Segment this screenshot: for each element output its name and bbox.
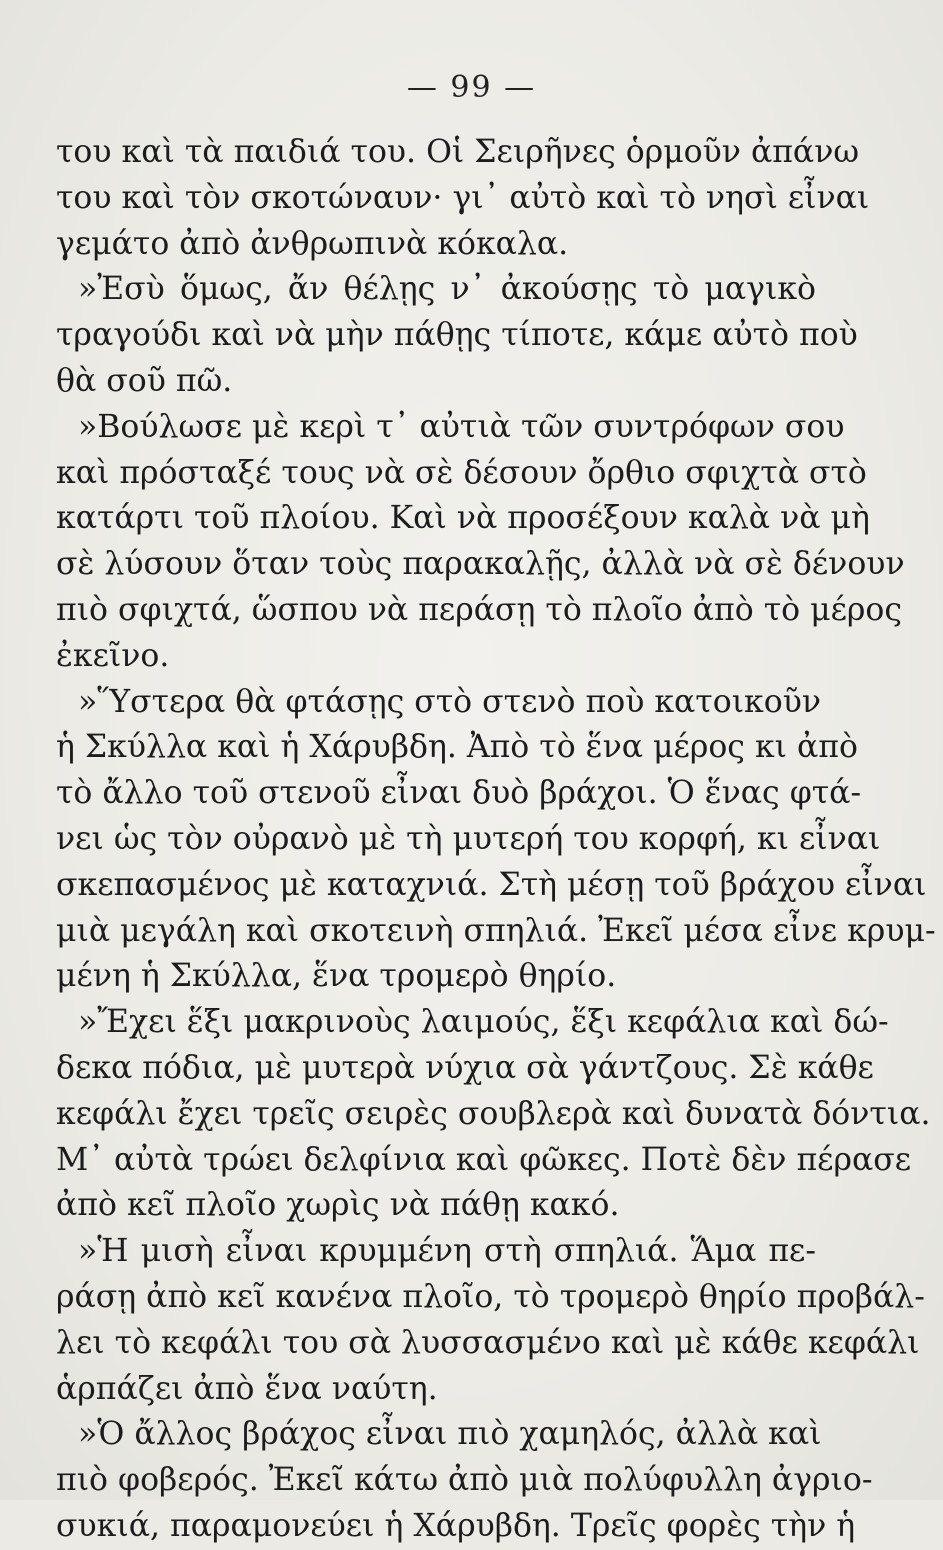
text-line: λει τὸ κεφάλι του σὰ λυσσασμένο καὶ μὲ κάθε κεφάλι bbox=[56, 1324, 920, 1361]
text-line: »Ἔχει ἕξι μακρινοὺς λαιμούς, ἕξι κεφάλια καὶ δώ- bbox=[78, 1004, 889, 1041]
text-line: πιὸ φοβερός. Ἐκεῖ κάτω ἀπὸ μιὰ πολύφυλλη ἀγριο- bbox=[56, 1462, 873, 1499]
text-line: του καὶ τὰ παιδιά του. Οἱ Σειρῆνες ὁρμοῦν ἀπάνω bbox=[56, 134, 860, 170]
text-line: »Βούλωσε μὲ κερὶ τ᾽ αὐτιὰ τῶν συντρόφων σου bbox=[78, 408, 845, 445]
text-line: σκεπασμένος μὲ καταχνιά. Στὴ μέσῃ τοῦ βράχου εἶναι bbox=[56, 866, 927, 903]
text-line: δεκα πόδια, μὲ μυτερὰ νύχια σὰ γάντζους. Σὲ κάθε bbox=[56, 1049, 874, 1086]
text-line: ἡ Σκύλλα καὶ ἡ Χάρυβδη. Ἀπὸ τὸ ἕνα μέρος κι ἀπὸ bbox=[56, 729, 858, 766]
text-line: Μ᾽ αὐτὰ τρώει δελφίνια καὶ φῶκες. Ποτὲ δὲν πέρασε bbox=[56, 1141, 912, 1178]
text-line: »Ὁ ἄλλος βράχος εἶναι πιὸ χαμηλός, ἀλλὰ καὶ bbox=[78, 1416, 822, 1453]
text-line: »Ἡ μισὴ εἶναι κρυμμένη στὴ σπηλιά. Ἅμα πε- bbox=[78, 1233, 816, 1270]
text-line: γεμάτο ἀπὸ ἀνθρωπινὰ κόκαλα. bbox=[56, 225, 569, 262]
text-line: κατάρτι τοῦ πλοίου. Καὶ νὰ προσέξουν καλὰ νὰ μὴ bbox=[56, 500, 870, 537]
text-line: συκιά, παραμονεύει ἡ Χάρυβδη. Τρεῖς φορὲς τὴν ἡ bbox=[56, 1507, 856, 1544]
page-number: — 99 — bbox=[406, 70, 537, 105]
text-line: ἁρπάζει ἀπὸ ἕνα ναύτη. bbox=[56, 1370, 438, 1407]
body-text bbox=[56, 130, 936, 1550]
text-line: πιὸ σφιχτά, ὥσπου νὰ περάσῃ τὸ πλοῖο ἀπὸ τὸ μέρος bbox=[56, 591, 903, 628]
text-line: σὲ λύσουν ὅταν τοὺς παρακαλῇς, ἀλλὰ νὰ σὲ δένουν bbox=[56, 546, 905, 583]
text-line: μένη ἡ Σκύλλα, ἕνα τρομερὸ θηρίο. bbox=[56, 958, 617, 995]
text-line: ἀπὸ κεῖ πλοῖο χωρὶς νὰ πάθῃ κακό. bbox=[56, 1187, 620, 1224]
text-line: νει ὡς τὸν οὐρανὸ μὲ τὴ μυτερή του κορφή, κι εἶναι bbox=[56, 820, 881, 857]
text-line: »Ἐσὺ ὅμως, ἄν θέλῃς ν᾽ ἀκούσῃς τὸ μαγικὸ bbox=[78, 271, 816, 308]
text-line: μιὰ μεγάλη καὶ σκοτεινὴ σπηλιά. Ἐκεῖ μέσα εἶνε κρυμ- bbox=[56, 912, 936, 949]
text-line: ράσῃ ἀπὸ κεῖ κανένα πλοῖο, τὸ τρομερὸ θηρίο προβάλ- bbox=[56, 1278, 925, 1315]
text-line: του καὶ τὸν σκοτώναυν· γι᾽ αὐτὸ καὶ τὸ νησὶ εἶναι bbox=[56, 179, 870, 216]
text-line: τραγούδι καὶ νὰ μὴν πάθῃς τίποτε, κάμε αὐτὸ ποὺ bbox=[56, 317, 858, 354]
text-line: κεφάλι ἔχει τρεῖς σειρὲς σουβλερὰ καὶ δυνατὰ δόντια. bbox=[56, 1095, 931, 1132]
text-line: θὰ σοῦ πῶ. bbox=[56, 362, 233, 399]
text-line: τὸ ἄλλο τοῦ στενοῦ εἶναι δυὸ βράχοι. Ὁ ἕνας φτά- bbox=[56, 775, 862, 812]
text-line: »Ὕστερα θὰ φτάσῃς στὸ στενὸ ποὺ κατοικοῦν bbox=[78, 683, 822, 720]
text-line: ἐκεῖνο. bbox=[56, 637, 170, 674]
text-line: καὶ πρόσταξέ τους νὰ σὲ δέσουν ὄρθιο σφιχτὰ στὸ bbox=[56, 454, 867, 491]
